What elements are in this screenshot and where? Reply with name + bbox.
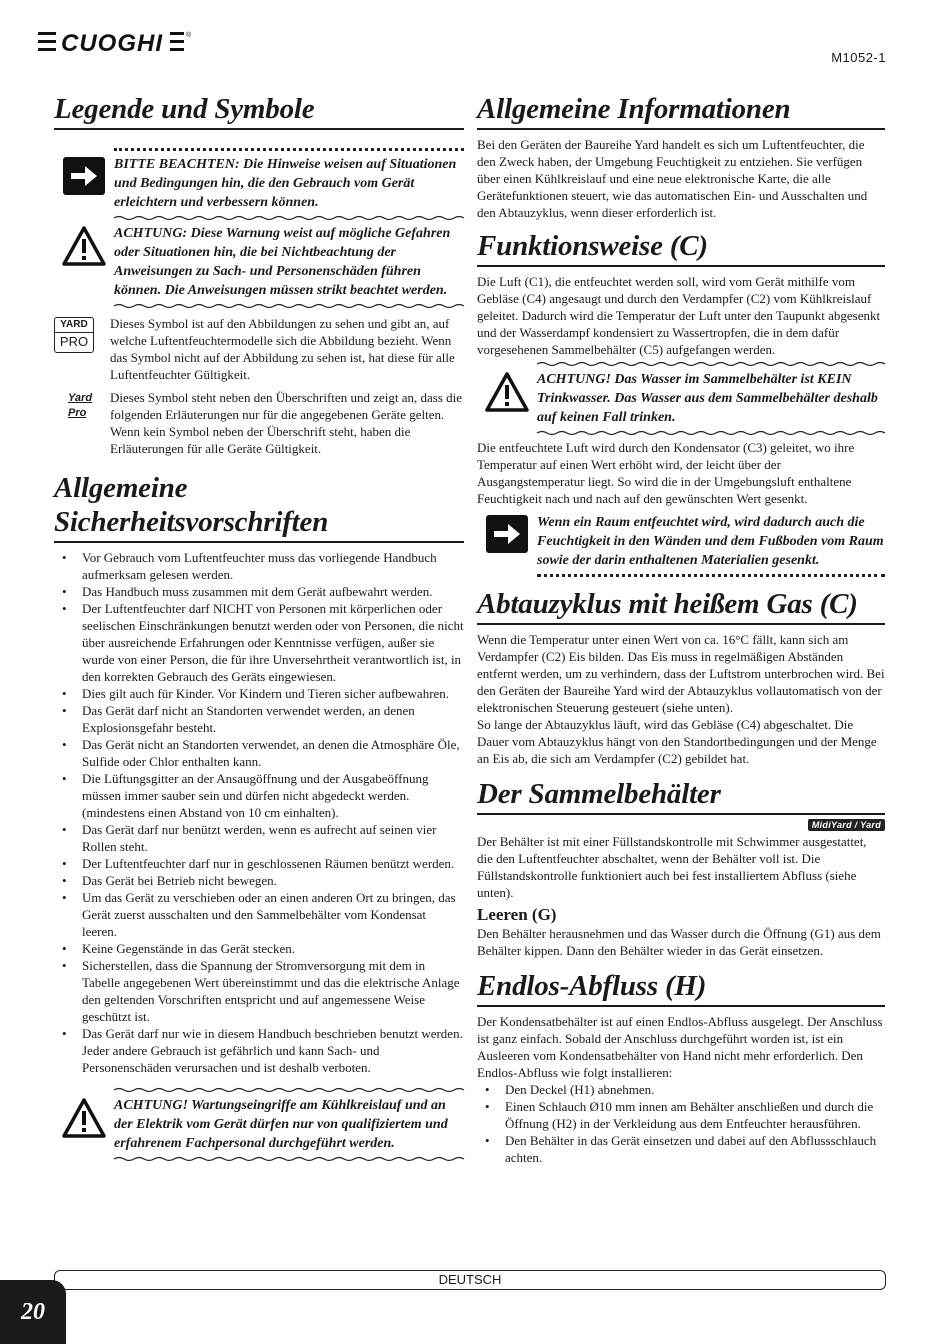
arrow-right-icon	[54, 155, 114, 195]
right-column	[477, 92, 885, 1166]
empty-heading: Leeren (G)	[477, 905, 557, 924]
list-item: • Das Gerät darf nicht an Standorten verwendet werden, an denen Explosionsgefahr besteht.	[82, 702, 464, 736]
wavy-divider	[537, 430, 885, 436]
warning-text: ACHTUNG: Diese Warnung weist auf mögliche Gefahren oder Situationen hin, die bei Nichtbeachtung der Anweisungen zu Sach- und Personenschäden führen können. Die Anweisungen müssen strikt beachtet werden.	[114, 226, 451, 298]
list-item: • Der Luftentfeuchter darf nur in geschlossenen Räumen benützt werden.	[82, 855, 464, 872]
drain-list	[477, 1081, 885, 1166]
model-badge: MidiYard / Yard	[808, 819, 885, 831]
symbol-italic-text: Dieses Symbol steht neben den Überschriften und zeigt an, dass die folgenden Erläuterungen nur für die angegebenen Geräte gelten. Wenn kein Symbol neben der Überschrift steht, haben die Erläuterungen für alle Geräte Gültigkeit.	[110, 390, 462, 456]
footer-language-bar: DEUTSCH	[54, 1270, 886, 1290]
wavy-divider	[114, 1156, 464, 1162]
wavy-divider	[114, 1087, 464, 1093]
svg-text:®: ®	[186, 32, 192, 39]
maintenance-warning-block	[54, 1096, 464, 1153]
drain-text: Der Kondensatbehälter ist auf einen Endlos-Abfluss ausgelegt. Der Anschluss ist ganz einfach. Sobald der Anschluss durchgeführt worden ist, ist ein Ausleeren vom Kondensatbehälter von Hand nicht mehr erforderlich. Den Endlos-Abfluss wie folgt installieren:	[477, 1014, 883, 1080]
function-heading: Funktionsweise (C)	[477, 229, 885, 267]
svg-text:CUOGHI: CUOGHI	[61, 30, 163, 57]
legend-heading: Legende und Symbole	[54, 92, 464, 130]
list-item: • Das Gerät darf nur benützt werden, wenn es aufrecht auf seinen vier Rollen steht.	[82, 821, 464, 855]
list-item: • Um das Gerät zu verschieben oder an einen anderen Ort zu bringen, das Gerät zuerst ausschalten und den Sammelbehälter vom Kondensat leeren.	[82, 889, 464, 940]
warning-triangle-icon	[54, 224, 114, 266]
page-number: 20	[0, 1280, 66, 1344]
safety-heading: Allgemeine Sicherheitsvorschriften	[54, 471, 464, 543]
cuoghi-logo-icon	[38, 29, 192, 57]
maintenance-warning-text: ACHTUNG! Wartungseingriffe am Kühlkreislauf und an der Elektrik vom Gerät dürfen nur von qualifiziertem und erfahrenem Fachpersonal durchgeführt werden.	[114, 1098, 448, 1151]
list-item: • Die Lüftungsgitter an der Ansaugöffnung und der Ausgabeöffnung müssen immer sauber sein und dürfen nicht abgedeckt werden. (mindestens einen Abstand von 10 cm einhalten).	[82, 770, 464, 821]
note-block	[54, 155, 464, 212]
list-item: • Den Behälter in das Gerät einsetzen und dabei auf den Abflussschlauch achten.	[505, 1132, 885, 1166]
tank-text: Der Behälter ist mit einer Füllstandskontrolle mit Schwimmer ausgestattet, die den Luftentfeuchter abschaltet, wenn der Behälter voll ist. Die Füllstandskontrolle funktioniert auch bei fest installiertem Abfluss (siehe unten).	[477, 834, 867, 900]
list-item: • Das Gerät bei Betrieb nicht bewegen.	[82, 872, 464, 889]
info-heading: Allgemeine Informationen	[477, 92, 885, 130]
warning-triangle-icon	[54, 1096, 114, 1138]
empty-text: Den Behälter herausnehmen und das Wasser durch die Öffnung (G1) aus dem Behälter kippen. Dann den Behälter wieder in das Gerät einsetzen.	[477, 926, 881, 958]
tank-heading: Der Sammelbehälter	[477, 777, 885, 815]
model-symbol-italic-explanation	[54, 389, 464, 457]
list-item: • Einen Schlauch Ø10 mm innen am Behälter anschließen und durch die Öffnung (H2) in der Verkleidung aus dem Entfeuchter herausführen.	[505, 1098, 885, 1132]
model-symbol-box-explanation	[54, 315, 464, 383]
wavy-divider	[537, 361, 885, 367]
list-item: • Das Gerät nicht an Standorten verwendet, an denen die Atmosphäre Öle, Sulfide oder Chlor enthalten kann.	[82, 736, 464, 770]
defrost-text-2: So lange der Abtauzyklus läuft, wird das Gebläse (C4) abgeschaltet. Die Dauer vom Abtauzyklus hängt von den Standortbedingungen und der Menge an Eis ab, die sich am Verdampfer (C2) gebildet hat.	[477, 717, 877, 766]
warning-triangle-icon	[477, 370, 537, 412]
room-note-text: Wenn ein Raum entfeuchtet wird, wird dadurch auch die Feuchtigkeit in den Wänden und dem Fußboden vom Raum sowie der darin enthaltenen Materialien gesenkt.	[537, 515, 884, 568]
drain-heading: Endlos-Abfluss (H)	[477, 969, 885, 1007]
wavy-divider	[114, 215, 464, 221]
brand-logo	[38, 28, 192, 57]
dotted-divider	[114, 148, 464, 151]
document-number: M1052-1	[831, 50, 886, 65]
list-item: • Das Gerät darf nur wie in diesem Handbuch beschrieben benutzt werden. Jeder andere Gebrauch ist gefährlich und kann Sach- und Personenschäden verursachen und ist deshalb verboten.	[82, 1025, 464, 1076]
list-item: • Das Handbuch muss zusammen mit dem Gerät aufbewahrt werden.	[82, 583, 464, 600]
list-item: • Sicherstellen, dass die Spannung der Stromversorgung mit dem in Tabelle angegebenen Wert übereinstimmt und das die elektrische Anlage den geltenden Vorschriften entspricht und auf angemessene Weise geschützt ist.	[82, 957, 464, 1025]
list-item: • Keine Gegenstände in das Gerät stecken.	[82, 940, 464, 957]
symbol-box-text: Dieses Symbol ist auf den Abbildungen zu sehen und gibt an, auf welche Luftentfeuchtermodelle sich die Abbildung bezieht. Wenn das Symbol nicht auf der Abbildung zu sehen ist, hat diese für alle Luftentfeuchter Gültigkeit.	[110, 316, 455, 382]
wavy-divider	[114, 303, 464, 309]
safety-list	[54, 549, 464, 1076]
water-warning-block	[477, 370, 885, 427]
defrost-text: Wenn die Temperatur unter einen Wert von ca. 16°C fällt, kann sich am Verdampfer (C2) Eis bilden. Das Eis muss in regelmäßigen Abständen entfernt werden, um zu verhindern, dass der Luftstrom unterbrochen wird. Bei den Geräten der Baureihe Yard wird der Abtauzyklus vollautomatisch von der elektronischen Steuerung gesteuert (siehe unten).	[477, 632, 885, 715]
warning-block	[54, 224, 464, 300]
yard-pro-italic-icon: Yard Pro	[68, 392, 93, 419]
left-column	[54, 92, 464, 1165]
info-text: Bei den Geräten der Baureihe Yard handelt es sich um Luftentfeuchter, die den Zweck haben, der Umgebung Feuchtigkeit zu entziehen. Sie verfügen über einen Kühlkreislauf und eine neue elektronische Karte, die alle Gerätefunktionen steuert, wie das automatischen Ein- und Ausschalten und den Abtauzyklus, wenn dieser erforderlich ist.	[477, 137, 868, 220]
water-warning-text: ACHTUNG! Das Wasser im Sammelbehälter ist KEIN Trinkwasser. Das Wasser aus dem Sammelbehälter deshalb auf keinen Fall trinken.	[537, 372, 878, 425]
defrost-heading: Abtauzyklus mit heißem Gas (C)	[477, 587, 885, 625]
yard-pro-box-icon: YARD PRO	[54, 317, 94, 353]
function-text: Die Luft (C1), die entfeuchtet werden soll, wird vom Gerät mithilfe vom Gebläse (C4) angesaugt und durch den Verdampfer (C2) vom Kühlkreislauf geleitet. Dadurch wird die Temperatur der Luft unter den Taupunkt abgesenkt und der Wasserdampf kondensiert zu Wassertropfen, die in dem dafür vorgesehenen Sammelbehälter (C5) aufgefangen werden.	[477, 274, 881, 357]
list-item: • Der Luftentfeuchter darf NICHT von Personen mit körperlichen oder seelischen Einschränkungen benutzt werden oder von Personen, die nicht über ausreichende Erfahrungen oder Kenntnisse verfügen, außer sie wurde von einer Person, die für ihre Unversehrtheit verantwortlich ist, in den korrekten Gebrauch des Geräts eingewiesen.	[82, 600, 464, 685]
note-text: BITTE BEACHTEN: Die Hinweise weisen auf Situationen und Bedingungen hin, die den Gebrauch vom Gerät erleichtern und verbessern können.	[114, 157, 457, 210]
list-item: • Dies gilt auch für Kinder. Vor Kindern und Tieren sicher aufbewahren.	[82, 685, 464, 702]
arrow-right-icon	[477, 513, 537, 553]
list-item: • Vor Gebrauch vom Luftentfeuchter muss das vorliegende Handbuch aufmerksam gelesen werden.	[82, 549, 464, 583]
function-text-2: Die entfeuchtete Luft wird durch den Kondensator (C3) geleitet, wo ihre Temperatur auf einen Wert erhöht wird, der leicht über der Ausgangstemperatur liegt. So wird die in der Umgebungsluft enthaltene Feuchtigkeit nach und nach auf den gewünschten Wert gesenkt.	[477, 440, 855, 506]
room-note-block	[477, 513, 885, 570]
list-item: • Den Deckel (H1) abnehmen.	[505, 1081, 885, 1098]
dotted-divider	[537, 574, 885, 577]
